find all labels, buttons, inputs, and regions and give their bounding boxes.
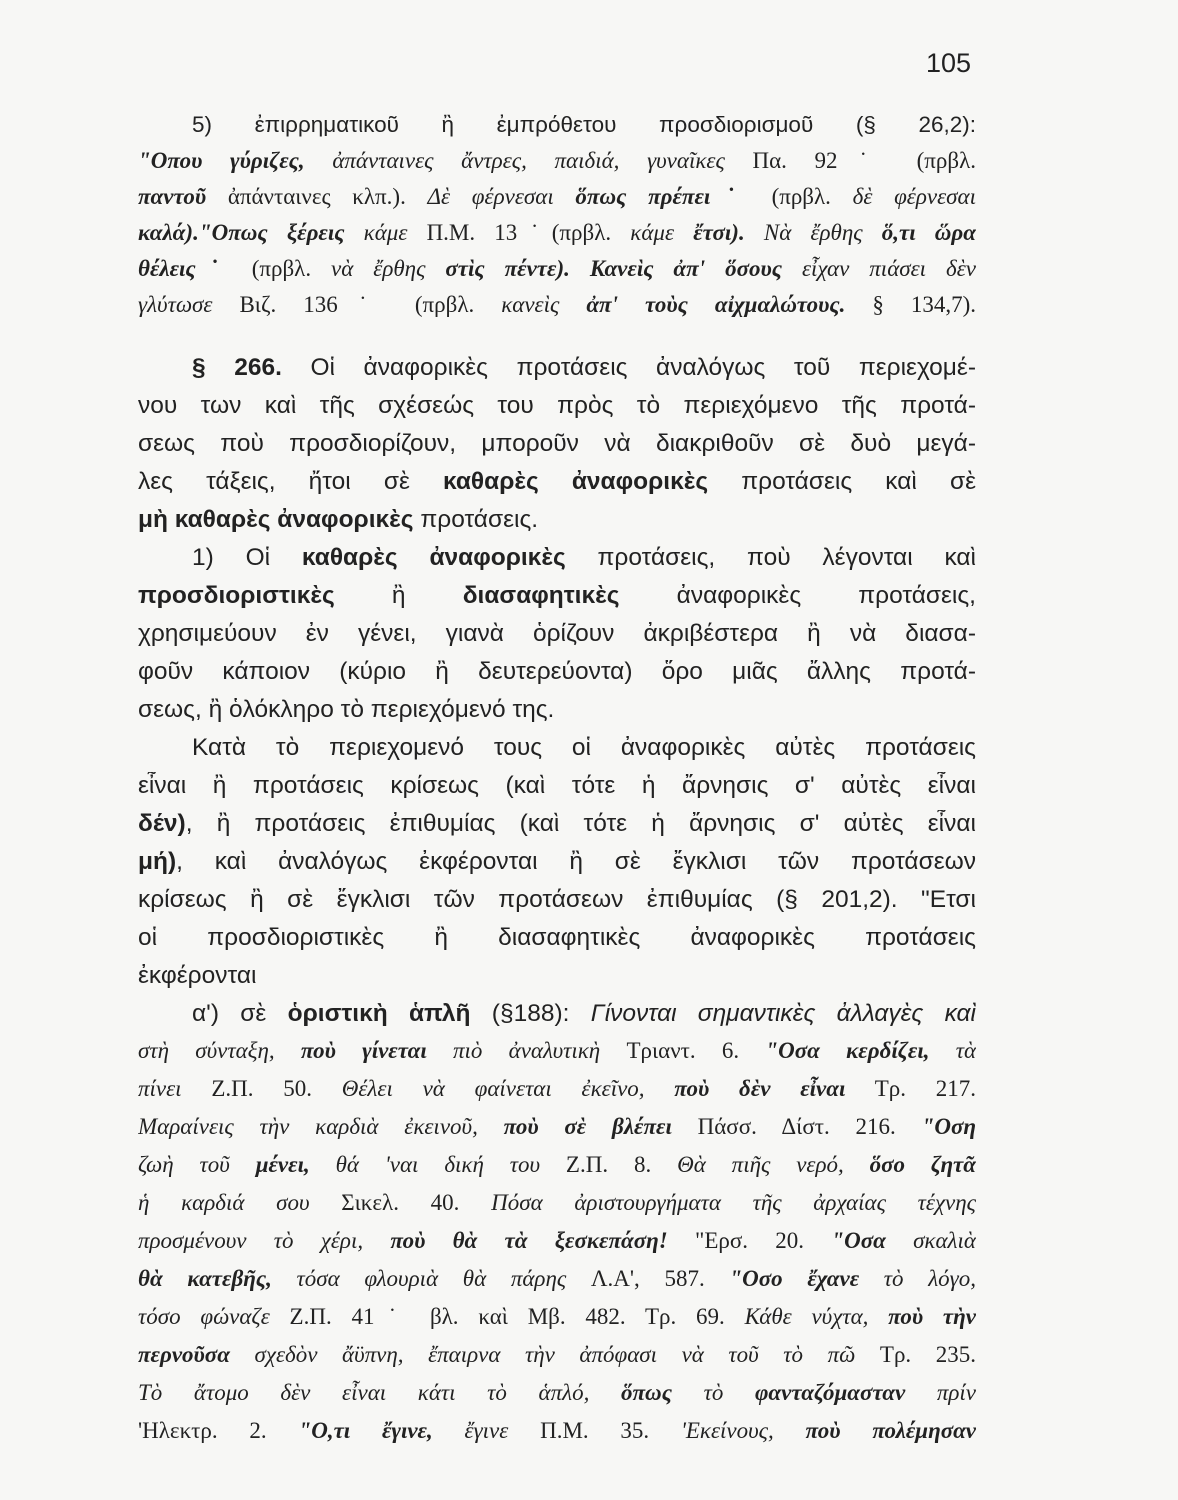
text-run: κανεὶς: [501, 292, 587, 317]
text-run: ζωὴ τοῦ: [138, 1152, 256, 1177]
text-run: "Οσο ἔχανε: [729, 1266, 860, 1291]
text-run: Πόσα ἀριστουργήματα τῆς ἀρχαίας τέχνης: [491, 1190, 976, 1215]
text-run: Τὸ ἄτομο δὲν εἶναι κάτι τὸ ἁπλό,: [138, 1380, 621, 1405]
text-run: Ζ.Π. 50.: [211, 1076, 342, 1101]
text-run: κάμε: [363, 220, 427, 245]
text-run: σεως, ἢ ὁλόκληρο τὸ περιεχόμενό της.: [138, 696, 555, 723]
text-run: "Οσα: [831, 1228, 886, 1253]
text-run: τόσο φώναζε: [138, 1304, 290, 1329]
text-line: [138, 468, 976, 496]
text-run: "Ο,τι ἔγινε,: [298, 1418, 433, 1443]
text-run: θέλεις˙: [138, 256, 232, 281]
text-line: [138, 582, 976, 610]
text-line: [138, 1418, 976, 1444]
text-run: Π.Μ. 35.: [540, 1418, 681, 1443]
text-run: Βιζ. 136˙ (πρβλ.: [239, 292, 502, 317]
text-line: [138, 962, 976, 990]
text-run: "Οπου γύριζες,: [138, 148, 305, 173]
page-number: 105: [926, 48, 972, 78]
text-run: κάμε: [630, 220, 694, 245]
text-run: ὅπως: [621, 1380, 672, 1405]
text-run: Ζ.Π. 8.: [565, 1152, 678, 1177]
text-run: ).: [392, 184, 428, 209]
text-run: πίνει: [138, 1076, 212, 1101]
text-run: καθαρὲς ἀναφορικὲς: [301, 544, 566, 571]
text-line: [138, 184, 976, 210]
text-line: [138, 220, 976, 246]
text-run: (§188):: [470, 1000, 591, 1027]
text-run: ὅπως πρέπει˙: [575, 184, 750, 209]
text-run: ποὺ σὲ βλέπει: [503, 1114, 672, 1139]
text-line: [192, 1000, 976, 1028]
text-run: "Οπως ξέρεις: [198, 220, 364, 245]
text-run: κρίσεως ἢ σὲ ἔγκλισι τῶν προτάσεων ἐπιθυμίας (§ 201,2). "Ετσι: [138, 886, 976, 913]
text-run: νου των καὶ τῆς σχέσεώς του πρὸς τὸ περιεχόμενο τῆς προτά-: [138, 392, 976, 419]
text-line: [138, 1038, 976, 1064]
text-run: 5) ἐπιρρηματικοῦ ἢ ἐμπρόθετου προσδιορισμοῦ (§ 26,2):: [192, 112, 976, 137]
text-run: "Οσα κερδίζει,: [765, 1038, 930, 1063]
text-run: § 134,7).: [845, 292, 976, 317]
text-run: εἶχαν πιάσει δὲν: [781, 256, 976, 281]
text-run: τὸ: [671, 1380, 755, 1405]
text-run: 'Εκείνους,: [680, 1418, 806, 1443]
text-line: [138, 1114, 976, 1140]
text-run: προσδιοριστικὲς: [138, 582, 335, 609]
text-run: οἱ προσδιοριστικὲς ἢ διασαφητικὲς ἀναφορικὲς προτάσεις: [138, 924, 976, 951]
text-run: προτάσεις, ποὺ λέγονται καὶ: [565, 544, 976, 571]
text-run: τόσα φλουριὰ θὰ πάρης: [271, 1266, 591, 1291]
text-run: προσμένουν τὸ χέρι,: [138, 1228, 391, 1253]
text-run: ἢ: [334, 582, 463, 609]
text-line: [138, 1304, 976, 1330]
text-run: ἐκφέρονται: [138, 962, 257, 989]
text-run: γλύτωσε: [138, 292, 240, 317]
text-run: Οἱ ἀναφορικὲς προτάσεις ἀναλόγως τοῦ περιεχομέ-: [281, 354, 976, 381]
text-run: μὴ καθαρὲς ἀναφορικὲς: [138, 506, 414, 533]
text-line: [138, 924, 976, 952]
text-line: [138, 256, 976, 282]
text-run: [570, 256, 590, 281]
text-run: δὲ φέρνεσαι: [852, 184, 976, 209]
text-line: [138, 1228, 976, 1254]
text-run: φανταζόμασταν: [754, 1380, 906, 1405]
text-line: [138, 658, 976, 686]
text-run: μένει,: [255, 1152, 310, 1177]
text-run: Δὲ φέρνεσαι: [427, 184, 576, 209]
text-line: [138, 1152, 976, 1178]
text-line: [138, 1342, 976, 1368]
text-run: ὁριστικὴ ἁπλῆ: [287, 1000, 471, 1027]
text-run: ποὺ δὲν εἶναι: [674, 1076, 846, 1101]
text-run: διασαφητικὲς: [462, 582, 620, 609]
text-line: [192, 734, 976, 762]
text-run: σχεδὸν ἄϋπνη, ἔπαιρνα τὴν ἀπόφασι νὰ τοῦ τὸ πῶ: [229, 1342, 880, 1367]
text-run: § 266.: [192, 354, 282, 381]
text-run: Κατὰ τὸ περιεχομενό τους οἱ ἀναφορικὲς αὐτὲς προτάσεις: [192, 734, 976, 761]
text-run: ἔγινε: [432, 1418, 541, 1443]
text-run: "Οση: [921, 1114, 976, 1139]
text-line: [138, 810, 976, 838]
text-run: εἶναι ἢ προτάσεις κρίσεως (καὶ τότε ἡ ἄρνησις σ' αὐτὲς εἶναι: [138, 772, 976, 799]
text-run: Μαραίνεις τὴν καρδιὰ ἐκεινοῦ,: [138, 1114, 504, 1139]
text-run: Τρ. 235.: [879, 1342, 976, 1367]
text-run: Τριαντ. 6.: [626, 1038, 766, 1063]
text-run: Νὰ ἔρθης: [744, 220, 882, 245]
text-run: (πρβλ.: [231, 256, 332, 281]
text-run: 1) Οἱ: [192, 544, 302, 571]
text-line: [138, 772, 976, 800]
text-run: "Ερσ. 20.: [667, 1228, 832, 1253]
text-run: Π.Μ. 13˙(πρβλ.: [426, 220, 631, 245]
text-line: [138, 696, 976, 724]
text-run: λες τάξεις, ἤτοι σὲ: [138, 468, 443, 495]
text-line: [138, 620, 976, 648]
text-run: Κανεὶς ἀπ' ὅσους: [589, 256, 782, 281]
text-run: (πρβλ.: [749, 184, 853, 209]
text-line: [138, 506, 976, 534]
text-run: παντοῦ: [138, 184, 207, 209]
text-run: Θέλει νὰ φαίνεται ἐκεῖνο,: [341, 1076, 675, 1101]
text-line: [138, 848, 976, 876]
text-run: Γίνονται σημαντικὲς ἀλλαγὲς καὶ: [590, 1000, 976, 1027]
text-run: Κάθε νύχτα,: [744, 1304, 889, 1329]
text-run: ἀπάνταινες ἄντρες, παιδιά, γυναῖκες: [304, 148, 753, 173]
text-line: [192, 112, 976, 138]
text-run: , ἢ προτάσεις ἐπιθυμίας (καὶ τότε ἡ ἄρνησις σ' αὐτὲς εἶναι: [185, 810, 976, 837]
text-line: [192, 354, 976, 382]
text-run: θὰ κατεβῆς,: [138, 1266, 272, 1291]
text-run: ποὺ γίνεται: [300, 1038, 427, 1063]
text-run: πρίν: [905, 1380, 976, 1405]
text-run: ἀπάνταινες κλπ.: [206, 184, 393, 209]
text-run: Σικελ. 40.: [341, 1190, 492, 1215]
text-run: θά 'ναι δική του: [309, 1152, 566, 1177]
text-run: Ζ.Π. 41˙ βλ. καὶ Μβ. 482. Τρ. 69.: [289, 1304, 745, 1329]
text-line: [138, 1380, 976, 1406]
text-line: [138, 430, 976, 458]
text-run: ὅσο ζητᾶ: [869, 1152, 976, 1177]
text-run: Θὰ πιῆς νερό,: [677, 1152, 870, 1177]
text-line: [138, 886, 976, 914]
text-run: Τρ. 217.: [845, 1076, 976, 1101]
text-run: στὴ σύνταξη,: [138, 1038, 301, 1063]
text-run: χρησιμεύουν ἐν γένει, γιανὰ ὁρίζουν ἀκριβέστερα ἢ νὰ διασα-: [138, 620, 976, 647]
text-run: σκαλιὰ: [885, 1228, 976, 1253]
text-run: ποὺ πολέμησαν: [805, 1418, 976, 1443]
text-line: [138, 1266, 976, 1292]
text-run: δέν): [138, 810, 186, 837]
text-line: [138, 148, 976, 174]
text-line: [138, 292, 976, 318]
text-run: προτάσεις.: [413, 506, 539, 533]
text-run: Πα. 92˙ (πρβλ.: [752, 148, 976, 173]
text-line: [138, 1076, 976, 1102]
text-run: ἡ καρδιά σου: [138, 1190, 342, 1215]
text-run: ἀναφορικὲς προτάσεις,: [619, 582, 976, 609]
text-run: Πάσσ. Δίστ. 216.: [671, 1114, 922, 1139]
text-run: φοῦν κάποιον (κύριο ἢ δευτερεύοντα) ὅρο μιᾶς ἄλλης προτά-: [138, 658, 976, 685]
text-run: τὸ λόγο,: [859, 1266, 976, 1291]
text-run: στὶς πέντε).: [445, 256, 570, 281]
text-run: ὅ,τι ὥρα: [881, 220, 976, 245]
text-run: πιὸ ἀναλυτικὴ: [426, 1038, 627, 1063]
text-run: καλά).: [138, 220, 199, 245]
text-run: ποὺ θὰ τὰ ξεσκεπάση!: [390, 1228, 668, 1253]
text-run: καθαρὲς ἀναφορικὲς: [443, 468, 709, 495]
text-run: σεως ποὺ προσδιορίζουν, μποροῦν νὰ διακριθοῦν σὲ δυὸ μεγά-: [138, 430, 976, 457]
text-run: ποὺ τὴν: [888, 1304, 976, 1329]
text-run: 'Ηλεκτρ. 2.: [138, 1418, 299, 1443]
text-run: Λ.Α', 587.: [590, 1266, 730, 1291]
text-run: προτάσεις καὶ σὲ: [708, 468, 976, 495]
text-line: [138, 392, 976, 420]
text-line: [138, 1190, 976, 1216]
text-run: ἀπ' τοὺς αἰχμαλώτους.: [586, 292, 846, 317]
text-run: νὰ ἔρθης: [331, 256, 446, 281]
text-run: α') σὲ: [192, 1000, 288, 1027]
text-run: , καὶ ἀναλόγως ἐκφέρονται ἢ σὲ ἔγκλισι τῶν προτάσεων: [176, 848, 976, 875]
text-line: [192, 544, 976, 572]
text-run: τὰ: [929, 1038, 976, 1063]
text-run: περνοῦσα: [138, 1342, 230, 1367]
text-run: μή): [138, 848, 177, 875]
text-run: ἔτσι).: [693, 220, 745, 245]
